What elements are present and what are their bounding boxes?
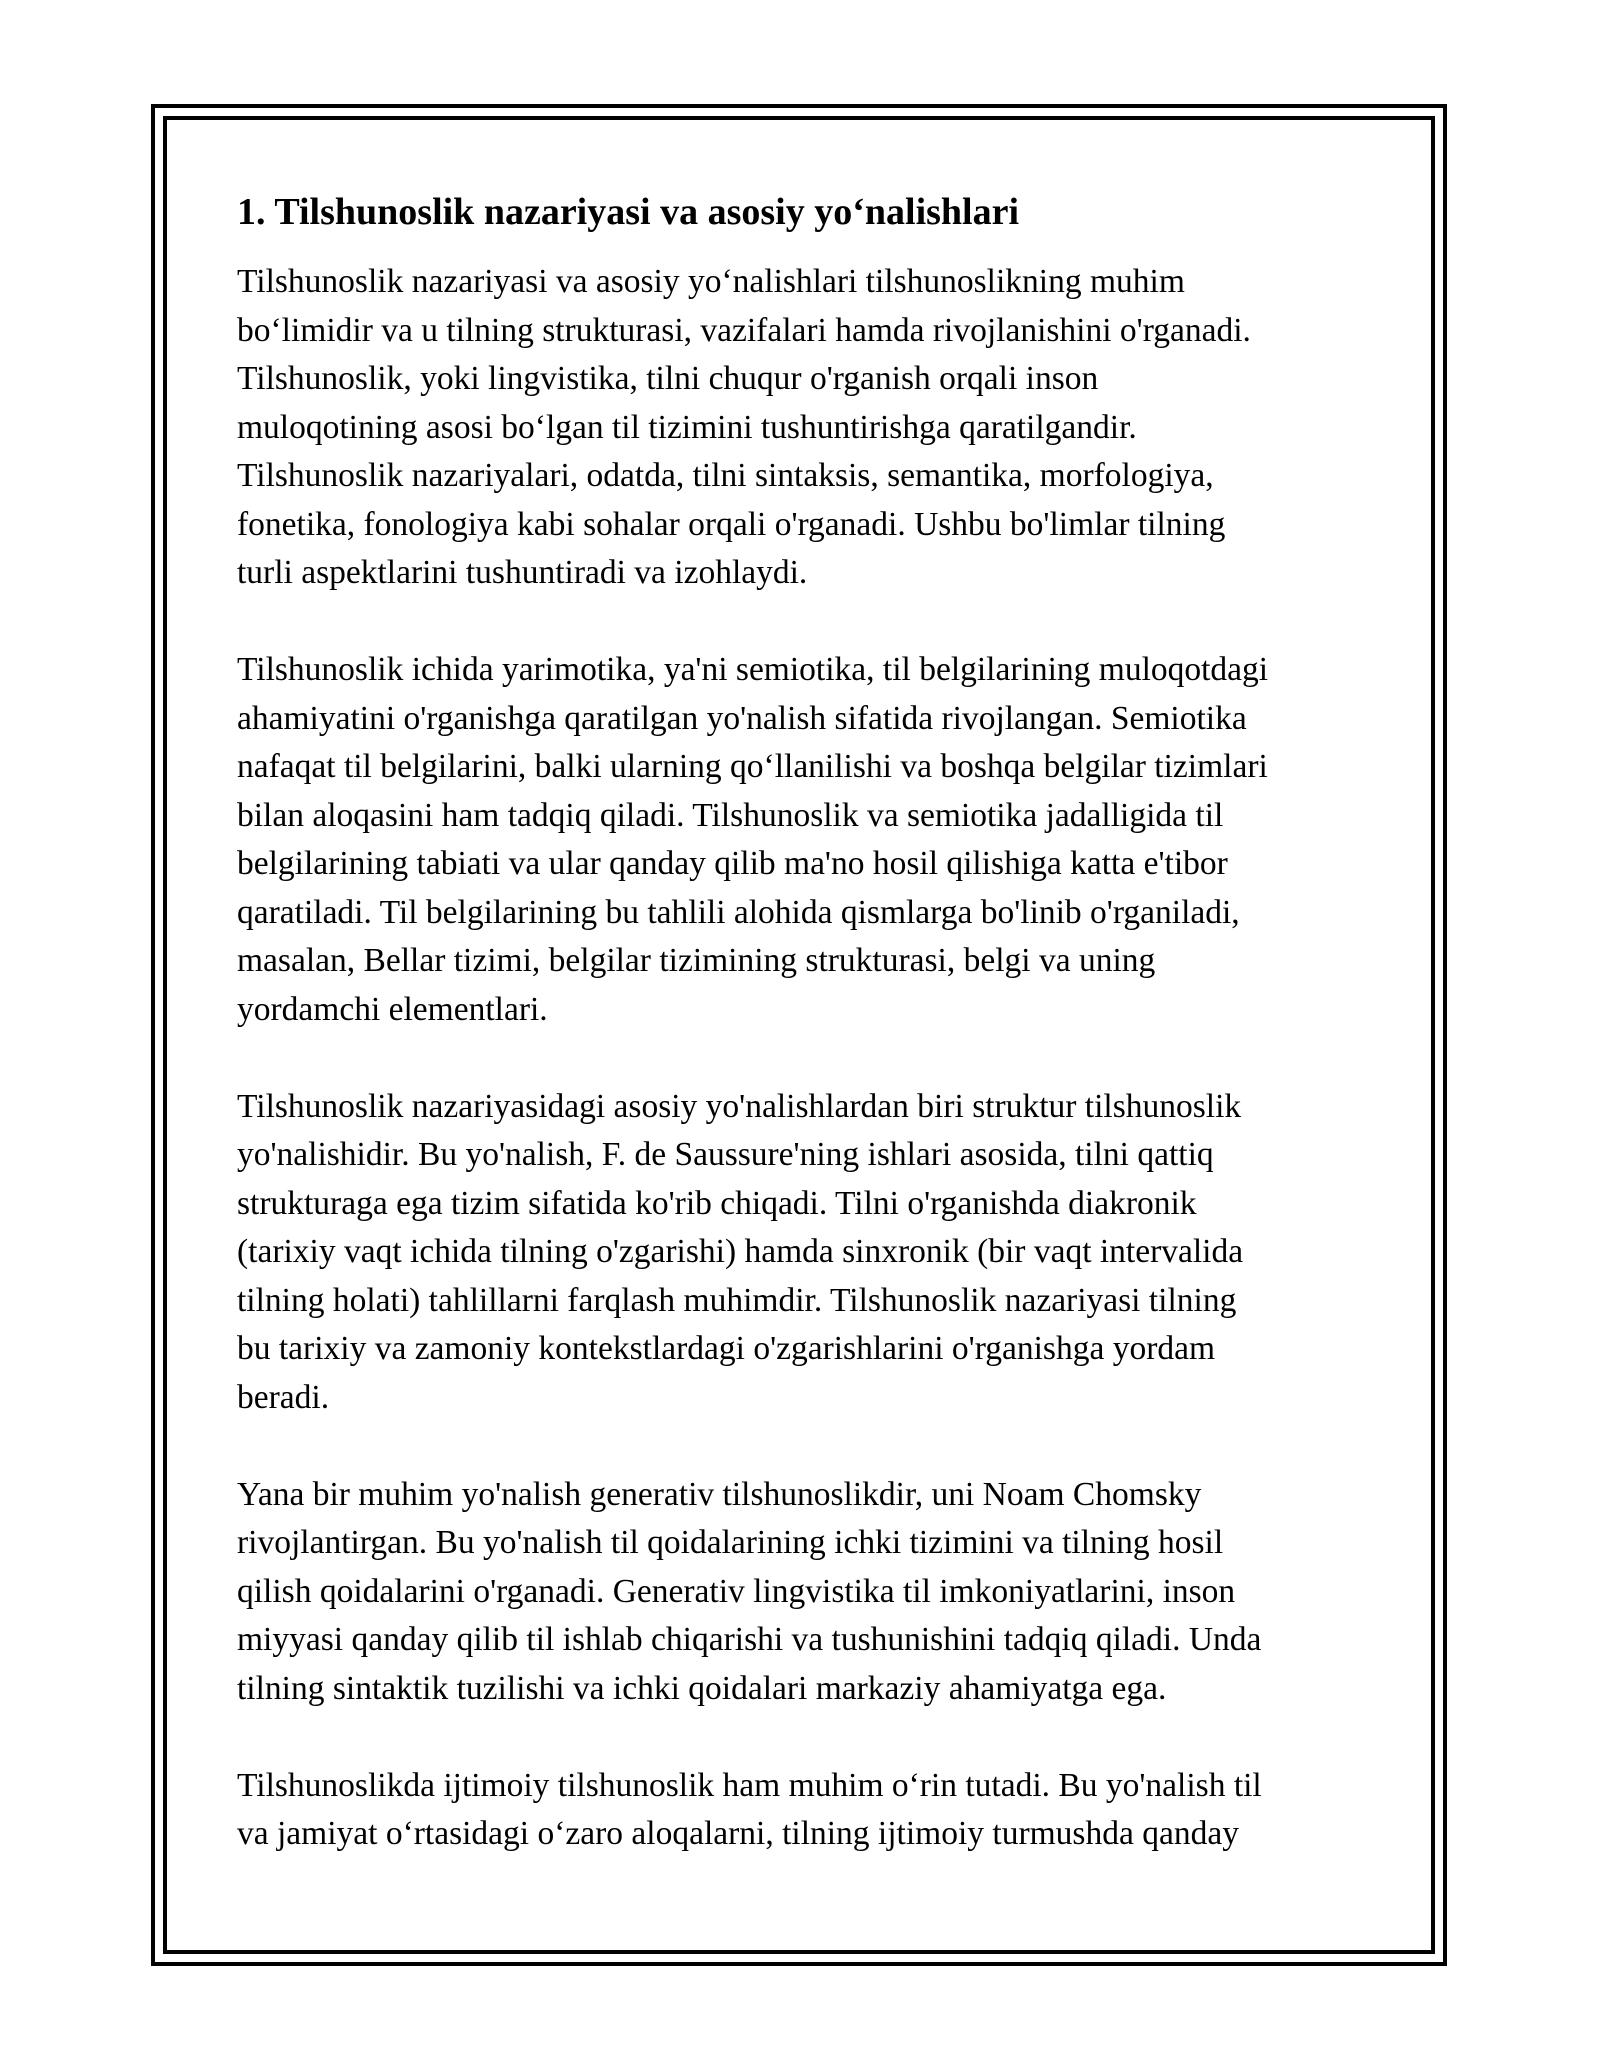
paragraph-line: Tilshunoslik, yoki lingvistika, tilni chuqur o'rganish orqali inson [237, 360, 1099, 397]
paragraph-line: Tilshunoslik nazariyalari, odatda, tilni sintaksis, semantika, morfologiya, [237, 457, 1214, 494]
paragraph-line: belgilarining tabiati va ular qanday qilib ma'no hosil qilishiga katta e'tibor [237, 845, 1228, 882]
paragraph-line: strukturaga ega tizim sifatida ko'rib chiqadi. Tilni o'rganishda diakronik [237, 1184, 1197, 1222]
paragraph-line: bu tarixiy va zamoniy kontekstlardagi o'zgarishlarini o'rganishga yordam [237, 1330, 1216, 1367]
paragraph-line: qilish qoidalarini o'rganadi. Generativ lingvistika til imkoniyatlarini, inson [237, 1572, 1236, 1610]
paragraph-line: qaratiladi. Til belgilarining bu tahlili alohida qismlarga bo'linib o'rganiladi, [237, 893, 1240, 931]
paragraph-line: rivojlantirgan. Bu yo'nalish til qoidalarining ichki tizimini va tilning hosil [237, 1524, 1224, 1561]
paragraph-line: Yana bir muhim yo'nalish generativ tilshunoslikdir, uni Noam Chomsky [237, 1475, 1202, 1513]
paragraph-line: Tilshunoslik nazariyasi va asosiy yo‘nalishlari tilshunoslikning muhim [237, 263, 1185, 300]
paragraph-line: Tilshunoslikda ijtimoiy tilshunoslik ham muhim o‘rin tutadi. Bu yo'nalish til [237, 1766, 1262, 1804]
paragraph-line: miyyasi qanday qilib til ishlab chiqarishi va tushunishini tadqiq qiladi. Unda [237, 1621, 1262, 1658]
paragraph-line: Tilshunoslik nazariyasidagi asosiy yo'nalishlardan biri struktur tilshunoslik [237, 1087, 1242, 1125]
paragraph-line: beradi. [237, 1378, 330, 1416]
paragraph-line: turli aspektlarini tushuntiradi va izohlaydi. [237, 554, 808, 591]
paragraph-line: nafaqat til belgilarini, balki ularning qo‘llanilishi va boshqa belgilar tizimlari [237, 748, 1268, 785]
paragraph-line: tilning sintaktik tuzilishi va ichki qoidalari markaziy ahamiyatga ega. [237, 1669, 1167, 1707]
document-body [237, 190, 1377, 1907]
paragraph-line: ahamiyatini o'rganishga qaratilgan yo'nalish sifatida rivojlangan. Semiotika [237, 699, 1247, 737]
paragraph [237, 258, 1377, 598]
paragraph-line: masalan, Bellar tizimi, belgilar tizimining strukturasi, belgi va uning [237, 942, 1156, 979]
paragraph [237, 1083, 1377, 1423]
paragraph-line: bo‘limidir va u tilning strukturasi, vazifalari hamda rivojlanishini o'rganadi. [237, 311, 1251, 349]
paragraph-line: va jamiyat o‘rtasidagi o‘zaro aloqalarni, tilning ijtimoiy turmushda qanday [237, 1815, 1239, 1852]
paragraph-line: fonetika, fonologiya kabi sohalar orqali o'rganadi. Ushbu bo'limlar tilning [237, 505, 1226, 543]
paragraph [237, 1762, 1377, 1859]
paragraph-line: bilan aloqasini ham tadqiq qiladi. Tilshunoslik va semiotika jadalligida til [237, 796, 1224, 834]
paragraph-line: yo'nalishidir. Bu yo'nalish, F. de Saussure'ning ishlari asosida, tilni qattiq [237, 1136, 1214, 1173]
paragraph-line: Tilshunoslik ichida yarimotika, ya'ni semiotika, til belgilarining muloqotdagi [237, 651, 1269, 688]
paragraph-line: yordamchi elementlari. [237, 990, 548, 1028]
section-title: 1. Tilshunoslik nazariyasi va asosiy yo‘nalishlari [237, 191, 1020, 233]
paragraph-line: tilning holati) tahlillarni farqlash muhimdir. Tilshunoslik nazariyasi tilning [237, 1281, 1237, 1319]
paragraph [237, 646, 1377, 1034]
paragraph-line: muloqotining asosi bo‘lgan til tizimini tushuntirishga qaratilgandir. [237, 408, 1137, 446]
paragraph-list [237, 258, 1377, 1859]
paragraph [237, 1471, 1377, 1714]
paragraph-line: (tarixiy vaqt ichida tilning o'zgarishi) hamda sinxronik (bir vaqt intervalida [237, 1233, 1244, 1270]
